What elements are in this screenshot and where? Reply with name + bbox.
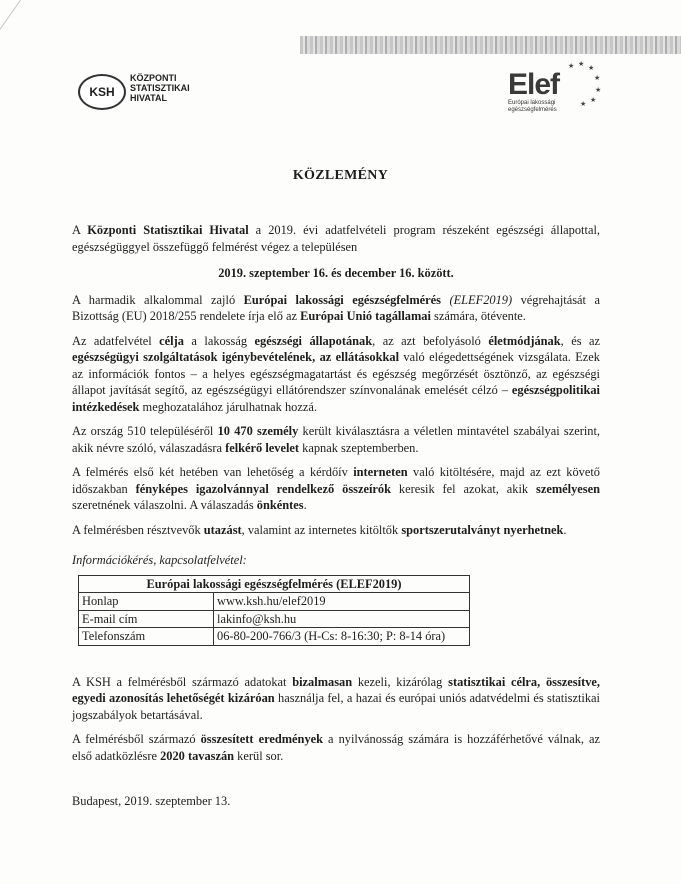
signature-date: Budapest, 2019. szeptember 13. [72,794,231,808]
row-label-phone: Telefonszám [79,628,214,646]
row-label-email: E-mail cím [79,610,214,628]
survey-period: 2019. szeptember 16. és december 16. között. [218,266,454,280]
table-header: Európai lakossági egészségfelmérés (ELEF2019) [79,575,470,593]
ksh-logo-text: KÖZPONTI STATISZTIKAI HIVATAL [130,73,190,103]
table-header-row [79,575,470,593]
contact-label: Információkérés, kapcsolatfelvétel: [72,553,247,567]
table-row [79,593,470,611]
paragraph-privacy: A KSH a felmérésből származó adatokat bizalmasan kezeli, kizárólag statisztikai célra, összesítve, egyedi azonosítás lehetőségét kizáróan használja fel, a hazai és európai uniós adatvédelmi és statisztikai jogszabályok betartásával. [72,674,600,722]
intro-paragraph: A Központi Statisztikai Hivatal a 2019. évi adatfelvételi program részeként egészségi állapottal, egészségüggyel összefüggő felmérést végez a településen [72,223,600,254]
document-body [72,222,600,772]
paragraph-results: A felmérésből származó összesített eredmények a nyilvánosság számára is hozzáférhetővé válnak, az első adatközlésre 2020 tavaszán kerül sor. [72,732,600,763]
paragraph-method: A felmérés első két hetében van lehetőség a kérdőív interneten való kitöltésére, majd az ezt követő időszakban fényképes igazolvánnyal rendelkező összeírók keresik fel azokat, akik személyesen szeretnének válaszolni. A válaszadás önkéntes. [72,465,600,512]
table-row [79,628,470,646]
scan-artifact [300,36,681,54]
paragraph-purpose: Az adatfelvétel célja a lakosság egészségi állapotának, az azt befolyásoló életmódjának, és az egészségügyi szolgáltatások igénybevételének, az ellátásokkal való elégedettségének vizsgálata. Ezek az információk fontos – a helyes egészségmagatartást és egészség megőrzését ösztönző, az egészségi állapot javítását segítő, az egészségügyi ellátórendszer színvonalának emelését célzó – egészségpolitikai intézkedések meghozatalához járulhatnak hozzá. [72,333,600,414]
elef-logo [500,60,600,118]
paragraph-prizes: A felmérésben résztvevők utazást, valamint az internetes kitöltők sportszerutalványt nyerhetnek. [72,522,567,537]
contact-table [78,575,470,646]
scan-line [0,0,30,37]
row-label-website: Honlap [79,593,214,611]
elef-logo-word: Elef [508,68,560,101]
website-link[interactable]: www.ksh.hu/elef2019 [214,593,470,611]
email-link[interactable]: lakinfo@ksh.hu [214,610,470,628]
eu-stars-icon: ★ ★ ★ ★ ★ ★ ★ [568,60,602,108]
ksh-logo [78,70,208,116]
phone-value: 06-80-200-766/3 (H-Cs: 8-16:30; P: 8-14 óra) [214,628,470,646]
page-title: KÖZLEMÉNY [292,168,389,183]
ksh-logo-mark: KSH [78,74,126,110]
elef-logo-subtitle: Európai lakossági egészségfelmérés [508,100,557,113]
paragraph-sample: Az ország 510 településéről 10 470 személy került kiválasztásra a véletlen mintavétel szabályai szerint, akik névre szóló, válaszadásra felkérő levelet kapnak szeptemberben. [72,424,600,455]
paragraph-elef: A harmadik alkalommal zajló Európai lakossági egészségfelmérés (ELEF2019) végrehajtását a Bizottság (EU) 2018/255 rendelete írja elő az Európai Unió tagállamai számára, ötévente. [72,292,600,323]
table-row [79,610,470,628]
